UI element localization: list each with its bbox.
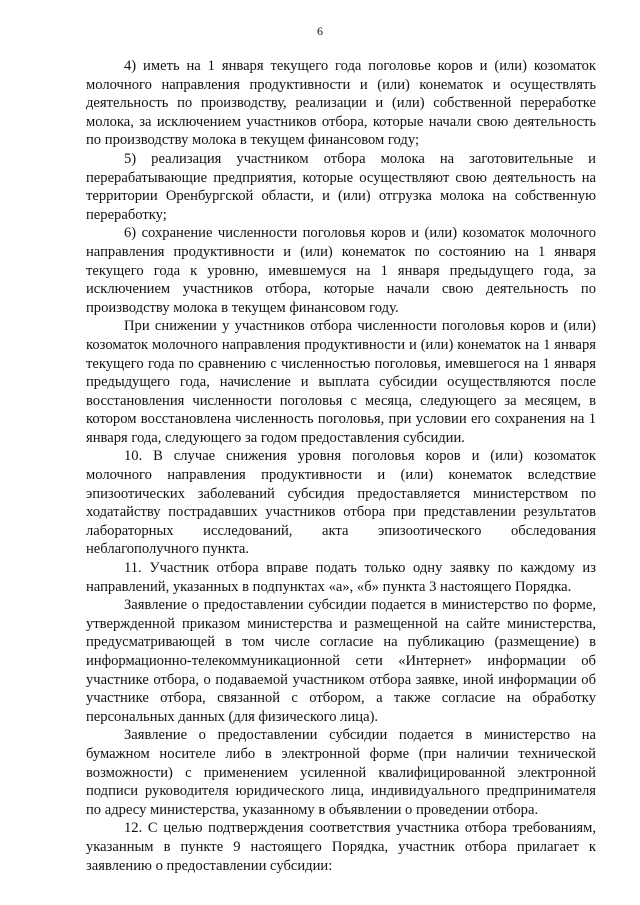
paragraph-item-6: 6) сохранение численности поголовья коров и (или) козоматок молочного направления продуктивности и (или) конематок по состоянию на 1 января текущего года к уровню, имевшемуся на 1 января предыдущего года, за исключением участников отбора, которые начали свою деятельность по производству молока в текущем финансовом году. bbox=[86, 225, 596, 316]
page-number: 6 bbox=[317, 24, 323, 38]
document-body bbox=[86, 57, 596, 875]
paragraph-herd-reduction: При снижении у участников отбора численности поголовья коров и (или) козоматок молочного направления продуктивности и (или) конематок на 1 января текущего года по сравнению с численностью поголовья, имевшегося на 1 января предыдущего года, начисление и выплата субсидии осуществляются после восстановления численности поголовья с месяца, следующего за месяцем, в котором восстановлена численность поголовья, при условии его сохранения на 1 января года, следующего за годом предоставления субсидии. bbox=[86, 318, 596, 446]
paragraph-application-form: Заявление о предоставлении субсидии подается в министерство по форме, утвержденной приказом министерства и размещенной на сайте министерства, предусматривающей в том числе согласие на публикацию (размещение) в информационно-телекоммуникационной сети «Интернет» информации об участнике отбора, о подаваемой участником отбора заявке, иной информации об участнике отбора, связанной с отбором, а также согласие на обработку персональных данных (для физического лица). bbox=[86, 597, 596, 725]
paragraph-11: 11. Участник отбора вправе подать только одну заявку по каждому из направлений, указанных в подпунктах «а», «б» пункта 3 настоящего Порядка. bbox=[86, 560, 596, 595]
paragraph-10: 10. В случае снижения уровня поголовья коров и (или) козоматок молочного направления продуктивности и (или) конематок вследствие эпизоотических заболеваний субсидия предоставляется министерством по ходатайству пострадавших участников отбора при представлении результатов лабораторных исследований, акта эпизоотического обследования неблагополучного пункта. bbox=[86, 448, 596, 558]
paragraph-12: 12. С целью подтверждения соответствия участника отбора требованиям, указанным в пункте 9 настоящего Порядка, участник отбора прилагает к заявлению о предоставлении субсидии: bbox=[86, 820, 596, 874]
paragraph-application-submission: Заявление о предоставлении субсидии подается в министерство на бумажном носителе либо в электронной форме (при наличии технической возможности) с применением усиленной квалифицированной электронной подписи руководителя юридического лица, индивидуального предпринимателя по адресу министерства, указанному в объявлении о проведении отбора. bbox=[86, 727, 596, 818]
paragraph-item-5: 5) реализация участником отбора молока на заготовительные и перерабатывающие предприятия, которые осуществляют свою деятельность на территории Оренбургской области, и (или) отгрузка молока на собственную переработку; bbox=[86, 150, 596, 223]
paragraph-item-4: 4) иметь на 1 января текущего года поголовье коров и (или) козоматок молочного направления продуктивности и (или) конематок и осуществлять деятельность по производству, реализации и (или) собственной переработке молока, за исключением участников отбора, которые начали свою деятельность по производству молока в текущем финансовом году; bbox=[86, 58, 596, 149]
